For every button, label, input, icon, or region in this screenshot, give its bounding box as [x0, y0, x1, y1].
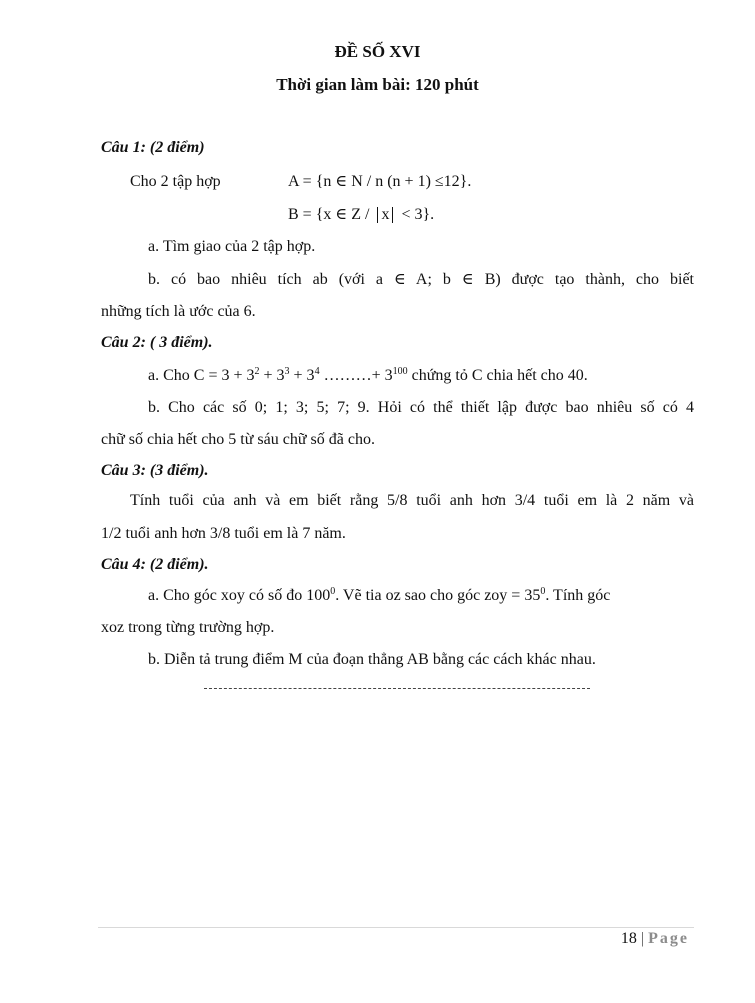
set-b-prefix: B = {x ∈ Z /: [288, 206, 370, 223]
question-1b-line-1: b. có bao nhiêu tích ab (với a ∈ A; b ∈ B) được tạo thành, cho biết: [148, 271, 694, 288]
q4a-text-1: a. Cho góc xoy có số đo 100: [148, 587, 331, 604]
absolute-value-x: x: [377, 207, 393, 223]
question-3-heading: Câu 3: (3 điểm).: [101, 462, 209, 479]
question-1-heading: Câu 1: (2 điểm): [101, 139, 205, 156]
q4a-degree-1: 0: [330, 586, 336, 597]
page-footer: [621, 930, 689, 948]
q4a-text-3: . Tính góc: [545, 587, 611, 604]
q2a-exponent-3: 3: [284, 366, 290, 377]
question-4-heading: Câu 4: (2 điểm).: [101, 556, 209, 573]
q2a-exponent-100: 100: [392, 366, 408, 377]
question-4a-line-2: xoz trong từng trường hợp.: [101, 619, 275, 636]
q2a-text-3: + 3: [289, 367, 315, 384]
page-number: 18: [620, 930, 637, 947]
q2a-text-1: a. Cho C = 3 + 3: [148, 367, 255, 384]
question-4a-line-1: [148, 586, 610, 606]
q2a-exponent-2: 2: [254, 366, 260, 377]
question-1-intro: Cho 2 tập hợp: [130, 173, 221, 190]
exam-duration: Thời gian làm bài: 120 phút: [276, 75, 479, 94]
question-1a: a. Tìm giao của 2 tập hợp.: [148, 238, 316, 255]
question-2-heading: Câu 2: ( 3 điểm).: [101, 334, 213, 351]
footer-rule: [98, 927, 694, 928]
page-label: Page: [648, 930, 689, 947]
question-1b-line-2: những tích là ước của 6.: [101, 303, 256, 320]
exam-title: ĐỀ SỐ XVI: [334, 42, 421, 61]
set-b-definition: [288, 205, 434, 225]
set-b-suffix: < 3}.: [401, 206, 435, 223]
footer-separator: |: [640, 930, 645, 947]
question-2a: [148, 366, 588, 386]
question-3-line-2: 1/2 tuổi anh hơn 3/8 tuổi em là 7 năm.: [101, 525, 346, 542]
q4a-text-2: . Vẽ tia oz sao cho góc zoy = 35: [335, 587, 541, 604]
q2a-text-5: chứng tỏ C chia hết cho 40.: [407, 367, 588, 384]
q2a-text-4: ………+ 3: [319, 367, 393, 384]
q4a-degree-2: 0: [540, 586, 546, 597]
q2a-text-2: + 3: [259, 367, 285, 384]
end-divider: [204, 688, 590, 689]
question-4b: b. Diễn tả trung điểm M của đoạn thẳng AB bằng các cách khác nhau.: [148, 651, 596, 668]
set-a-definition: A = {n ∈ N / n (n + 1) ≤12}.: [288, 173, 472, 190]
q2a-exponent-4: 4: [314, 366, 320, 377]
question-2b-line-1: b. Cho các số 0; 1; 3; 5; 7; 9. Hỏi có thể thiết lập được bao nhiêu số có 4: [148, 399, 694, 416]
question-2b-line-2: chữ số chia hết cho 5 từ sáu chữ số đã cho.: [101, 431, 375, 448]
question-3-line-1: Tính tuổi của anh và em biết rằng 5/8 tuổi anh hơn 3/4 tuổi em là 2 năm và: [130, 492, 694, 509]
